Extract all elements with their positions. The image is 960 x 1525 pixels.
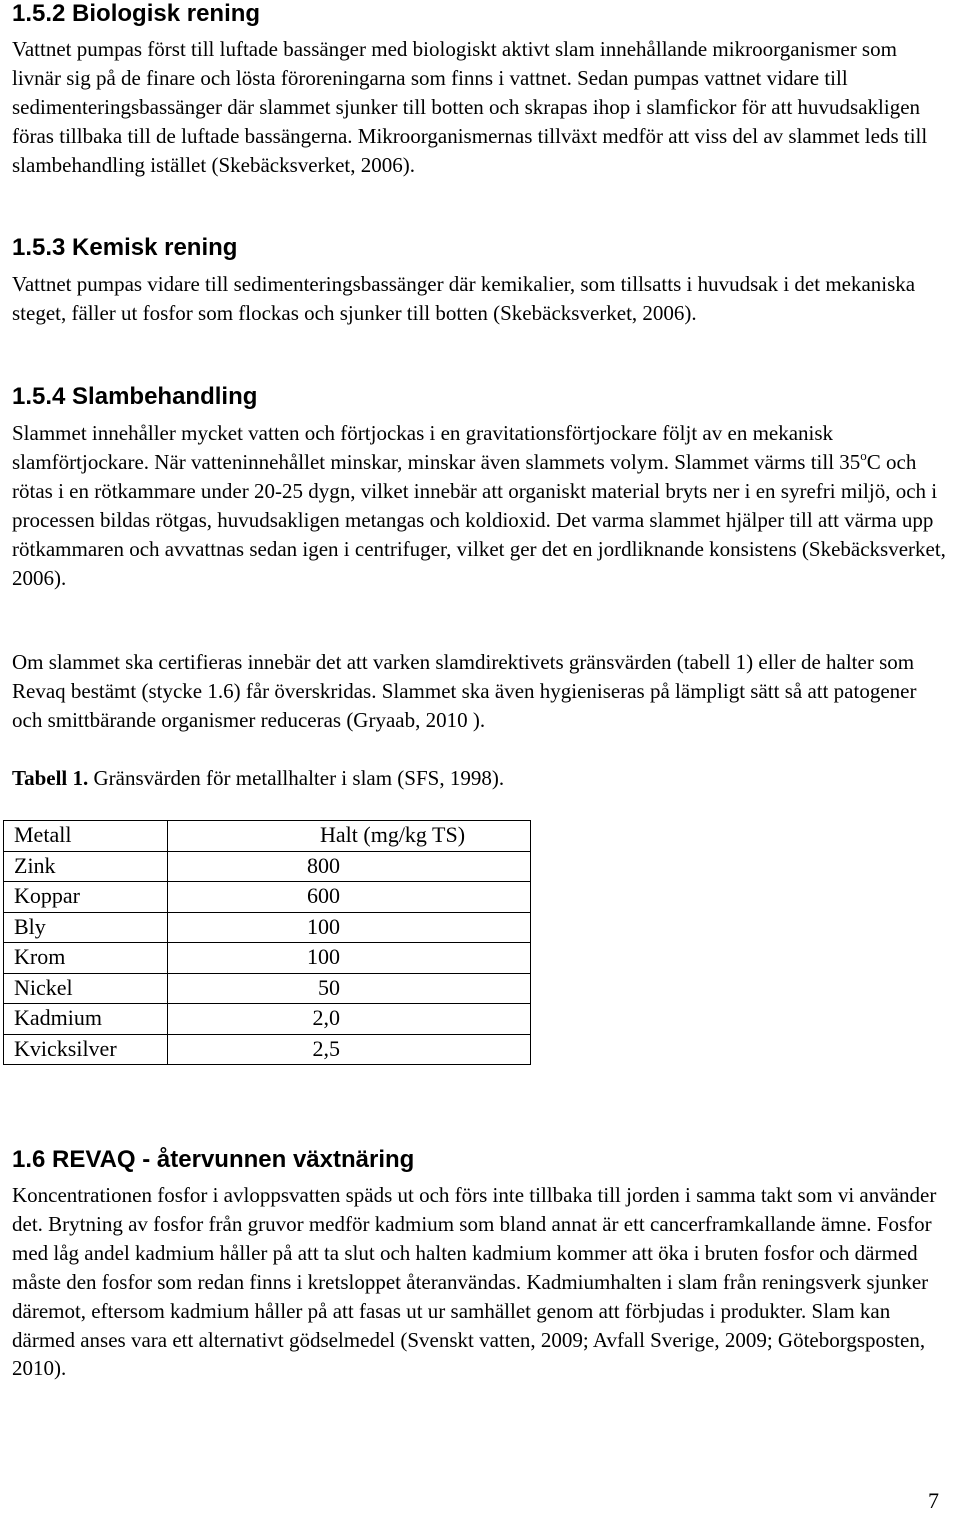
header-metal: Metall [4, 821, 168, 852]
paragraph-revaq: Koncentrationen fosfor i avloppsvatten späds ut och förs inte tillbaka till jorden i samma takt som vi använder det. Brytning av fosfor från gruvor medför kadmium som bland annat är ett cancerframkallande ämne. Fosfor med låg andel kadmium håller på att ta slut och halten kadmium kommer att öka i bruten fosfor och därmed måste den fosfor som redan finns i kretsloppet återanvändas. Kadmiumhalten i slam från reningsverk sjunker däremot, eftersom kadmium håller på att fasas ut ur samhället genom att förbjudas i produkter. Slam kan därmed anses vara ett alternativt gödselmedel (Svenskt vatten, 2009; Avfall Sverige, 2009; Göteborgsposten, 2010). [12, 1183, 937, 1381]
cell-metal: Zink [4, 851, 168, 882]
heading-kemisk-rening: 1.5.3 Kemisk rening [12, 234, 238, 261]
heading-slambehandling: 1.5.4 Slambehandling [12, 383, 258, 410]
cell-value [168, 882, 531, 913]
heading-revaq: 1.6 REVAQ - återvunnen växtnäring [12, 1146, 415, 1173]
cell-value [168, 1034, 531, 1065]
header-halt [168, 821, 531, 852]
value-text: 800 [307, 852, 340, 878]
table-caption [12, 764, 947, 793]
cell-metal: Koppar [4, 882, 168, 913]
value-text: 2,0 [312, 1005, 340, 1031]
cell-value [168, 851, 531, 882]
value-text: 50 [318, 974, 340, 1000]
page-number: 7 [928, 1488, 939, 1513]
cell-value [168, 1004, 531, 1035]
value-text: 2,5 [312, 1035, 340, 1061]
cell-metal: Bly [4, 912, 168, 943]
value-text: 100 [307, 944, 340, 970]
cell-metal: Kvicksilver [4, 1034, 168, 1065]
heading-biologisk-rening: 1.5.2 Biologisk rening [12, 0, 261, 27]
value-text: 100 [307, 913, 340, 939]
table-row [4, 1034, 531, 1065]
table-header-row [4, 821, 531, 852]
paragraph-slambehandling [12, 419, 947, 592]
table-row [4, 1004, 531, 1035]
cell-metal: Krom [4, 943, 168, 974]
metal-limits-table [3, 820, 531, 1065]
table-row [4, 973, 531, 1004]
cell-metal: Kadmium [4, 1004, 168, 1035]
table-caption-text: Gränsvärden för metallhalter i slam (SFS, 1998). [88, 766, 505, 790]
cell-value [168, 943, 531, 974]
table-row [4, 882, 531, 913]
table-caption-label: Tabell 1. [12, 766, 89, 790]
paragraph-certifiering: Om slammet ska certifieras innebär det att varken slamdirektivets gränsvärden (tabell 1) eller de halter som Revaq bestämt (stycke 1.6) får överskridas. Slammet ska även hygieniseras på lämpligt sätt så att patogener och smittbärande organismer reduceras (Gryaab, 2010 ). [12, 650, 917, 732]
degree-superscript: o [860, 447, 867, 463]
cell-value [168, 973, 531, 1004]
document-page [12, 0, 947, 1525]
table-row [4, 912, 531, 943]
cell-value [168, 912, 531, 943]
paragraph-biologisk-rening: Vattnet pumpas först till luftade bassänger med biologiskt aktivt slam innehållande mikroorganismer som livnär sig på de finare och lösta föroreningarna som finns i vattnet. Sedan pumpas vattnet vidare till sedimenteringsbassänger där slammet sjunker till botten och skrapas ihop i slamfickor för att huvudsakligen föras tillbaka till de luftade bassängerna. Mikroorganismernas tillväxt medför att viss del av slammet leds till slambehandling istället (Skebäcksverket, 2006). [12, 37, 928, 177]
paragraph-kemisk-rening: Vattnet pumpas vidare till sedimenteringsbassänger där kemikalier, som tillsatts i huvudsak i det mekaniska steget, fäller ut fosfor som flockas och sjunker till botten (Skebäcksverket, 2006). [12, 272, 916, 325]
cell-metal: Nickel [4, 973, 168, 1004]
table-row [4, 943, 531, 974]
slambehandling-text-part2: C och rötas i en rötkammare under 20-25 dygn, vilket innebär att organiskt material bryts ner i en syrefri miljö, och i processen bildas rötgas, huvudsakligen metangas och koldioxid. Det varma slammet hjälper till att värma upp rötkammaren och avvattnas sedan igen i centrifuger, vilket ger det en jordliknande konsistens (Skebäcksverket, 2006). [12, 449, 946, 590]
slambehandling-text-part1: Slammet innehåller mycket vatten och förtjockas i en gravitationsförtjockare följt av en mekanisk slamförtjockare. När vatteninnehållet minskar, minskar även slammets volym. Slammet värms till 35 [12, 421, 861, 474]
table-row [4, 851, 531, 882]
header-halt-label: Halt (mg/kg TS) [320, 822, 466, 848]
value-text: 600 [307, 883, 340, 909]
